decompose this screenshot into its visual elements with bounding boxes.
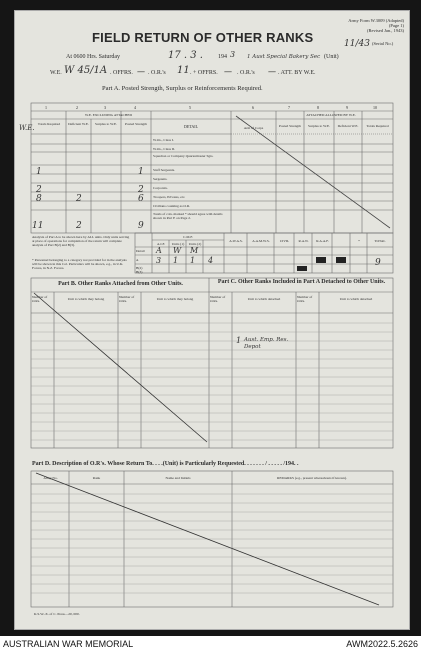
part-d-col-army-no: Army No. [43,476,58,480]
plus-or-label: . O.R.'s [237,70,255,76]
form-grid [14,10,410,630]
date-value: 17 . 3 . [168,50,203,61]
col-header-deficient: Deficient W.E. [68,122,89,126]
rank-civilians: Civilians counting as O.R. [153,204,191,208]
hand-total: 9 [375,258,381,268]
form-title: FIELD RETURN OF OTHER RANKS [92,30,314,45]
att-by-label: . ATT. BY W.E. [278,70,316,76]
hand-row2-c4: 2 [138,185,144,195]
col-header-surplus-right: Surplus to W.E. [308,124,330,128]
revised-label: (Revised Jan., 1943) [367,28,404,33]
hand-row1-c1: 1 [36,167,42,177]
hand-row3-c1: 8 [36,194,42,204]
analysis-col-units-1: Units (1) [171,242,185,246]
hand-analysis-4: 4 [208,256,214,265]
we-excluding-header: W.E. EXCLUDING ATTACHED [84,113,133,117]
col-header-detail: DETAIL [183,124,199,129]
rank-corporals: Corporals. [153,186,168,190]
rank-sergeants: Sergeants. [153,177,168,181]
plus-offrs-dash: — [224,67,232,76]
or-value: 11 [177,65,190,76]
analysis-col-star: * [358,239,360,243]
analysis-row-b2: B(2) [136,266,143,270]
part-b-col-number-2: Number of O.Rs. [119,295,135,303]
year-label: 194 [218,54,227,60]
part-b-col-unit-2: Unit to which they belong [156,297,194,301]
col-header-totals-required: Totals Required [37,122,61,126]
col-number-4: 4 [134,105,136,110]
hand-row3-c4: 6 [138,194,144,204]
part-c-col-unit-2: Unit to which detached [339,297,373,301]
part-c-col-number-1: Number of O.Rs. [210,295,226,303]
col-header-totals-required-right: Totals Required [366,124,389,128]
part-d-col-remarks: REMARKS (e.g., present whereabouts if known). [277,476,347,480]
serial-number-label: (Serial No.) [372,41,394,46]
we-label: W.E. [50,70,62,76]
hand-analysis-w: W [173,246,182,255]
rank-totals-note: Totals of cols. marked * should agree with details shown in Part E on Page 2. [153,212,223,220]
rank-privates: Troopers, Privates, etc. [153,195,186,199]
hand-row3-c2: 2 [76,194,82,204]
footer-right-label: AWM2022.5.2626 [346,639,418,649]
col-number-1: 1 [45,105,47,110]
hand-we-mark: W.E. [19,124,35,132]
analysis-col-total: TOTAL [374,239,386,243]
hand-analysis-a: A [156,246,162,255]
col-number-7: 7 [288,105,290,110]
col-header-posted-strength-right: Posted Strength [278,124,302,128]
analysis-col-civil: CIVIL [279,239,290,243]
col-header-deficient-right: Deficient W.E. [337,124,359,128]
offrs-dash: — [137,67,145,76]
rank-wo-class-1: W.Os., Class I. [153,138,174,142]
analysis-row-b3: B(3) [136,270,143,274]
part-d-col-rank: Rank [92,476,101,480]
hand-analysis-3: 3 [156,256,162,265]
analysis-row-a: A [136,258,139,262]
form-page [14,10,410,630]
analysis-col-units-2: Units (2) [188,242,202,246]
part-c-col-number-2: Number of O.Rs. [297,295,313,303]
hand-row2-c1: 2 [36,185,42,195]
analysis-note: Analysis of Part A to be shown here by ALL units. Only units serving at place of operations for completion of the return will complete analysis of Part B(2) and B(3). [32,235,130,247]
hand-part-c-unit: Aust. Emp. Res. Depot [244,337,289,350]
col-number-5: 5 [189,105,191,110]
hand-row4-c2: 2 [76,221,82,231]
part-b-col-unit-1: Unit to which they belong [67,297,105,301]
analysis-col-raaf: R.A.A.F. [316,239,329,243]
col-number-2: 2 [76,105,78,110]
archive-footer [0,636,421,653]
analysis-col-awas: A.W.A.S. [229,239,243,243]
page-label: (Page 1) [388,23,404,28]
cmf-header: C.M.F. [183,235,193,239]
col-number-9: 9 [346,105,348,110]
rank-wo-class-2: W.Os., Class II. [153,147,176,151]
col-number-6: 6 [252,105,254,110]
analysis-col-aamws: A.A.M.W.S. [252,239,270,243]
offrs-label: . OFFRS. [110,70,133,76]
part-d-col-name: Name and Initials [165,476,191,480]
hand-row4-c1: 11 [32,221,44,231]
hand-analysis-m: M [190,246,199,255]
analysis-col-ran: R.A.N. [298,239,309,243]
or-label: . O.R.'s [148,70,166,76]
rank-quartermaster-sgts: Squadron or Company Quartermaster Sgts. [153,154,214,158]
footer-left-label: AUSTRALIAN WAR MEMORIAL [3,639,134,649]
col-number-8: 8 [317,105,319,110]
hand-row4-c4: 9 [138,221,144,231]
plus-offrs-label: . + OFFRS. [190,70,218,76]
unit-label: (Unit) [324,54,339,60]
army-form-label: Army Form W.3009 (Adapted) [348,18,404,23]
part-b-col-number-1: Number of O.Rs. [32,295,48,303]
col-header-posted-strength: Posted Strength [124,122,148,126]
hand-analysis-1b: 1 [190,256,196,265]
analysis-col-aif: A.I.F. [157,242,165,246]
part-c-title: Part C. Other Ranks Included in Part A Detached to Other Units. [217,279,386,285]
plus-or-dash: — [268,67,276,76]
year-value: 3 [230,50,236,59]
hand-part-c-number: 1 [236,336,242,345]
personnel-note: * Personnel belonging to a category not provided for in the analysis will be shown in this Col. Particulars will be shown, e.g., in U.K. Forces, in N.Z. Forces. [32,258,127,270]
col-header-arm-of-corps: Arm of Corps [243,126,264,130]
attached-allowed-header: ATTACHED ALLOWED BY W.E. [306,113,356,117]
serial-number-value: 11/43 [344,39,370,49]
col-number-10: 10 [373,105,377,110]
part-d-title: Part D. Description of O.R's. Whose Return To. . . .(Unit) is Particularly Requested. . . . . . . / . . . . . /194. . [32,461,299,467]
analysis-row-detail: Detail [136,249,145,253]
rank-staff-sergeants: Staff Sergeants. [153,168,176,172]
col-number-3: 3 [104,105,106,110]
col-header-surplus: Surplus to W.E. [95,122,117,126]
time-line: At 0600 Hrs. Saturday [66,54,120,60]
hand-analysis-1a: 1 [173,256,179,265]
hand-row1-c4: 1 [138,167,144,177]
we-value: W 45/1A [64,65,108,76]
part-a-title: Part A. Posted Strength, Surplus or Reinforcements Required. [102,85,263,92]
part-c-col-unit-1: Unit to which detached [247,297,281,301]
printer-imprint: K.S.W.-X. of C. Press—20, 000. [34,612,80,616]
unit-value: 1 Aust Special Bakery Sec [247,54,321,60]
part-b-title: Part B. Other Ranks Attached from Other Units. [58,281,183,287]
